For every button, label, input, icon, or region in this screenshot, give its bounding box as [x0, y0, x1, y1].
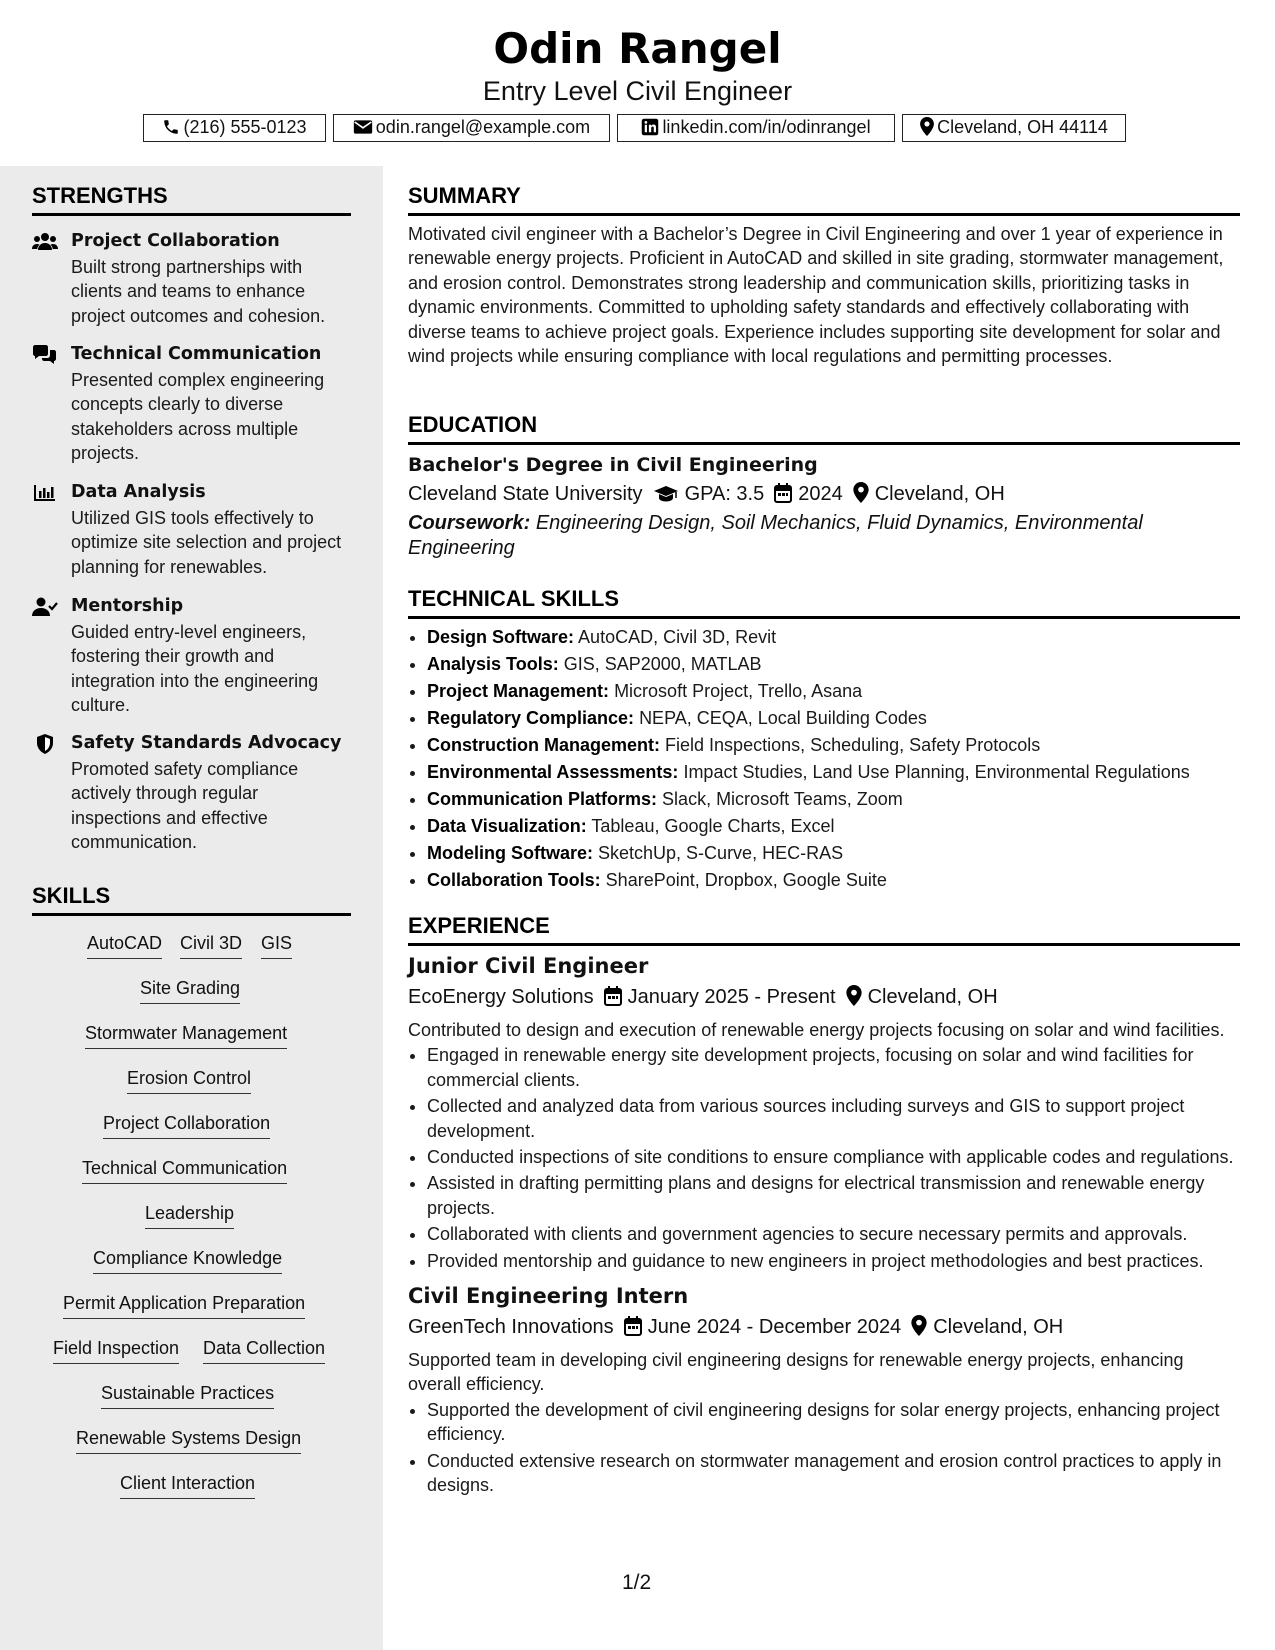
skill-tag: AutoCAD	[87, 931, 162, 959]
job-title: Junior Civil Engineer	[408, 954, 649, 978]
technical-skills-list	[408, 624, 1240, 894]
company-name: GreenTech Innovations	[408, 1316, 614, 1339]
skill-tag: GIS	[261, 931, 292, 959]
list-item: • Supported the development of civil engineering designs for solar energy projects, enhancing project efficiency.	[427, 1398, 1240, 1447]
skill-tag: Technical Communication	[82, 1156, 287, 1184]
skill-label: Environmental Assessments:	[427, 762, 679, 782]
skill-value: SketchUp, S-Curve, HEC-RAS	[598, 843, 844, 863]
education-section	[408, 411, 1240, 561]
linkedin-text: linkedin.com/in/odinrangel	[662, 117, 871, 137]
skill-tag: Permit Application Preparation	[63, 1291, 305, 1319]
skill-tag: Civil 3D	[180, 931, 242, 959]
coursework-list: Engineering Design, Soil Mechanics, Fluid Dynamics, Environmental Engineering	[408, 512, 1143, 559]
list-item	[427, 651, 1240, 678]
skill-value: SharePoint, Dropbox, Google Suite	[605, 870, 887, 890]
experience-section	[408, 912, 1240, 1500]
skill-tag: Stormwater Management	[85, 1021, 287, 1049]
list-item: • Assisted in drafting permitting plans and designs for electrical transmission and renewable energy projects.	[427, 1171, 1240, 1220]
job-location: Cleveland, OH	[933, 1316, 1064, 1339]
job-title: Civil Engineering Intern	[408, 1284, 689, 1309]
job-summary: Supported team in developing civil engineering designs for renewable energy projects, enhancing overall efficiency.	[408, 1350, 1184, 1395]
linkedin-icon	[641, 118, 659, 136]
strength-description: Presented complex engineering concepts clearly to diverse stakeholders across multiple projects.	[71, 370, 325, 464]
education-meta	[408, 480, 1240, 508]
envelope-icon	[353, 118, 373, 136]
skill-tag: Site Grading	[140, 976, 240, 1004]
list-item	[427, 813, 1240, 840]
map-pin-icon	[920, 117, 934, 136]
phone-text: (216) 555-0123	[183, 117, 307, 137]
gpa-text: GPA: 3.5	[684, 483, 765, 505]
strength-title: Data Analysis	[71, 482, 206, 502]
job-bullets	[408, 1398, 1240, 1498]
skill-label: Project Management:	[427, 681, 610, 701]
calendar-icon	[604, 986, 622, 1006]
skill-tag: Compliance Knowledge	[93, 1246, 282, 1274]
education-heading: EDUCATION	[408, 411, 1240, 445]
location-text: Cleveland, OH 44114	[937, 117, 1108, 137]
skill-tag: Field Inspection	[53, 1336, 179, 1364]
summary-heading: SUMMARY	[408, 182, 1240, 216]
sidebar	[0, 166, 383, 1650]
strength-title: Project Collaboration	[71, 231, 280, 251]
degree-title: Bachelor's Degree in Civil Engineering	[408, 454, 818, 476]
job-meta	[408, 1313, 1240, 1341]
phone-icon	[162, 118, 180, 136]
skill-label: Regulatory Compliance:	[427, 708, 635, 728]
list-item	[427, 840, 1240, 867]
technical-skills-section	[408, 585, 1240, 894]
coursework-label: Coursework:	[408, 512, 531, 534]
map-pin-icon	[911, 1315, 927, 1336]
skill-label: Design Software:	[427, 627, 575, 647]
email-text: odin.rangel@example.com	[375, 117, 591, 137]
skill-value: AutoCAD, Civil 3D, Revit	[578, 627, 777, 647]
calendar-icon	[624, 1316, 642, 1336]
skill-tag: Data Collection	[203, 1336, 325, 1364]
map-pin-icon	[846, 985, 862, 1006]
skill-tag: Client Interaction	[120, 1471, 255, 1499]
candidate-name: Odin Rangel	[493, 24, 782, 73]
job-dates: June 2024 - December 2024	[647, 1316, 902, 1339]
skill-label: Construction Management:	[427, 735, 661, 755]
candidate-role: Entry Level Civil Engineer	[482, 76, 793, 106]
skill-label: Modeling Software:	[427, 843, 593, 863]
experience-heading: EXPERIENCE	[408, 912, 1240, 946]
coursework	[408, 511, 1240, 561]
job-summary: Contributed to design and execution of renewable energy projects focusing on solar and wind facilities.	[408, 1020, 1225, 1040]
strength-description: Promoted safety compliance actively through regular inspections and effective communication.	[71, 759, 299, 853]
skill-value: Slack, Microsoft Teams, Zoom	[662, 789, 903, 809]
company-name: EcoEnergy Solutions	[408, 986, 594, 1008]
list-item	[427, 624, 1240, 651]
skill-label: Analysis Tools:	[427, 654, 559, 674]
list-item: • Conducted inspections of site conditions to ensure compliance with applicable codes and regulations.	[427, 1145, 1240, 1169]
school-location: Cleveland, OH	[874, 483, 1005, 505]
list-item	[427, 759, 1240, 786]
list-item: • Conducted extensive research on stormwater management and erosion control practices to apply in designs.	[427, 1449, 1240, 1498]
skill-value: GIS, SAP2000, MATLAB	[563, 654, 762, 674]
skill-label: Data Visualization:	[427, 816, 587, 836]
strength-description: Utilized GIS tools effectively to optimize site selection and project planning for renewables.	[71, 508, 342, 577]
strength-description: Built strong partnerships with clients and teams to enhance project outcomes and cohesion.	[71, 257, 326, 326]
map-pin-icon	[853, 482, 869, 503]
graduation-cap-icon	[653, 485, 679, 503]
list-item	[427, 705, 1240, 732]
skill-tag: Sustainable Practices	[101, 1381, 274, 1409]
list-item	[427, 786, 1240, 813]
contact-email[interactable]	[333, 114, 610, 142]
skill-value: Microsoft Project, Trello, Asana	[614, 681, 863, 701]
list-item: • Provided mentorship and guidance to new engineers in project methodologies and best practices.	[427, 1249, 1240, 1273]
skills-tags	[0, 166, 383, 1650]
graduation-year: 2024	[798, 483, 843, 505]
list-item: • Collaborated with clients and government agencies to secure necessary permits and approvals.	[427, 1222, 1240, 1246]
skill-label: Collaboration Tools:	[427, 870, 601, 890]
calendar-icon	[774, 483, 792, 503]
strength-title: Mentorship	[71, 596, 184, 616]
list-item: • Engaged in renewable energy site development projects, focusing on solar and wind facilities for commercial clients.	[427, 1043, 1240, 1092]
job-bullets	[408, 1043, 1240, 1273]
skill-value: Tableau, Google Charts, Excel	[591, 816, 835, 836]
school-name: Cleveland State University	[408, 483, 643, 505]
skill-value: Impact Studies, Land Use Planning, Environmental Regulations	[683, 762, 1190, 782]
contact-linkedin[interactable]	[617, 114, 895, 142]
job-location: Cleveland, OH	[867, 986, 998, 1008]
list-item	[427, 867, 1240, 894]
skill-value: NEPA, CEQA, Local Building Codes	[639, 708, 927, 728]
contact-location	[902, 114, 1126, 142]
skill-label: Communication Platforms:	[427, 789, 658, 809]
strength-title: Safety Standards Advocacy	[71, 733, 342, 753]
job-dates: January 2025 - Present	[627, 986, 836, 1008]
skill-tag: Renewable Systems Design	[76, 1426, 301, 1454]
technical-skills-heading: TECHNICAL SKILLS	[408, 585, 1240, 619]
strength-title: Technical Communication	[71, 344, 322, 364]
skill-tag: Project Collaboration	[103, 1111, 270, 1139]
page-number: 1/2	[622, 1571, 652, 1594]
skills-heading: SKILLS	[32, 882, 351, 916]
contact-phone[interactable]	[143, 114, 326, 142]
skill-tag: Leadership	[145, 1201, 234, 1229]
contact-bar	[0, 114, 1275, 144]
list-item	[427, 732, 1240, 759]
list-item	[427, 678, 1240, 705]
summary-section	[408, 182, 1240, 368]
skill-value: Field Inspections, Scheduling, Safety Protocols	[665, 735, 1041, 755]
strengths-heading: STRENGTHS	[32, 182, 351, 216]
job-meta	[408, 983, 1240, 1011]
resume-header	[0, 0, 1275, 164]
skill-tag: Erosion Control	[127, 1066, 251, 1094]
summary-text: Motivated civil engineer with a Bachelor’s Degree in Civil Engineering and over 1 year of experience in renewable energy projects. Proficient in AutoCAD and skilled in site grading, stormwater management, and erosion control. Demonstrates strong leadership and communication skills, prioritizing tasks in dynamic environments. Committed to upholding safety standards and effectively collaborating with diverse teams to achieve project goals. Experience includes supporting site development for solar and wind projects while ensuring compliance with local regulations and permitting processes.	[408, 224, 1224, 367]
strength-description: Guided entry-level engineers, fostering their growth and integration into the engineering culture.	[71, 622, 319, 716]
list-item: • Collected and analyzed data from various sources including surveys and GIS to support project development.	[427, 1094, 1240, 1143]
